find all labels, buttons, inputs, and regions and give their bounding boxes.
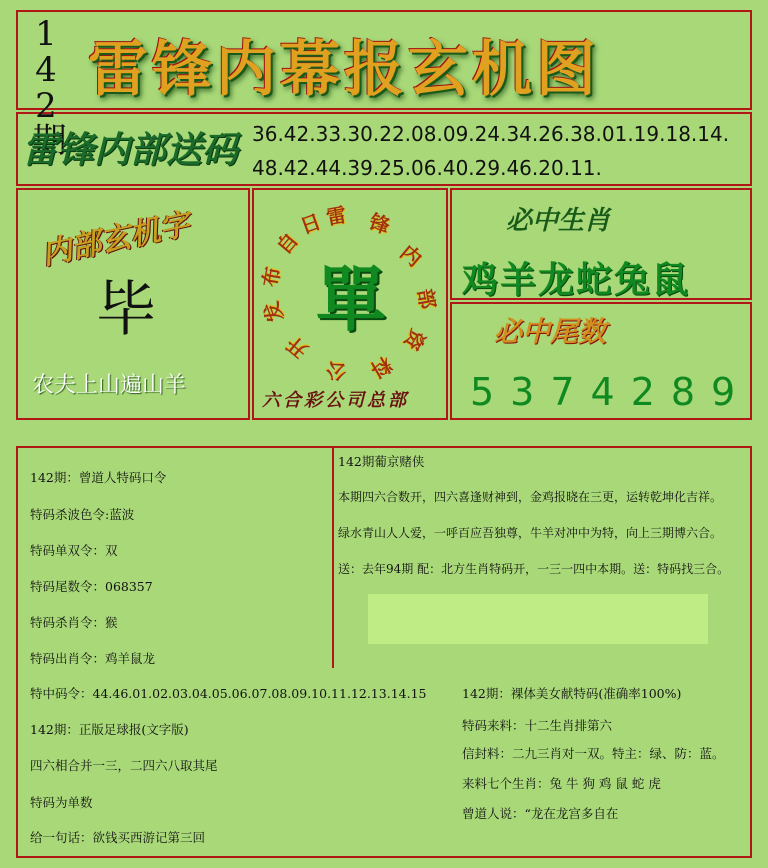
right-line: 信封料：二九三肖对一双。特主：绿、防：蓝。	[462, 746, 725, 761]
ring-char: 料	[366, 351, 396, 383]
ring-char: 布	[257, 264, 286, 289]
right-line: 送：去年94期 配：北方生肖特码开，一三一四中本期。送：特码找三合。	[338, 562, 730, 576]
idiom-text: 农夫上山遍山羊	[32, 373, 187, 398]
left-line: 特中码令：44.46.01.02.03.04.05.06.07.08.09.10.11.12.13.14.15	[30, 686, 427, 701]
left-line: 特码杀波色令:蓝波	[30, 507, 135, 522]
code-label: 雷锋内部送码	[22, 129, 239, 171]
ring-char: 开	[281, 331, 313, 363]
code-line-1: 36.42.33.30.22.08.09.24.34.26.38.01.19.18.14.	[252, 122, 730, 146]
right-line: 本期四六合数开，四六喜逢财神到，金鸡报晓在三更，运转乾坤化吉祥。	[338, 490, 723, 504]
tail-label: 必中尾数	[494, 315, 607, 348]
ring-char: 自	[271, 228, 303, 259]
tail-digits: 5374289	[470, 370, 752, 414]
left-line: 特码出肖令：鸡羊鼠龙	[30, 651, 156, 666]
left-line: 给一句话：欲钱买西游记第三回	[30, 830, 206, 845]
right-line: 曾道人说：“龙在龙宫多自在	[462, 806, 619, 821]
left-line: 142期：正版足球报(文字版)	[30, 722, 189, 737]
ring-char: 雷	[324, 202, 349, 230]
right-line: 142期：裸体美女献特码(准确率100%)	[462, 686, 682, 701]
page-title: 雷锋内幕报玄机图	[88, 35, 600, 105]
company-label: 六合彩公司总部	[262, 390, 409, 411]
inner-label: 内部玄机字	[38, 206, 193, 273]
center-character: 單	[316, 258, 386, 341]
ring-char: 发	[258, 298, 289, 326]
right-line: 来料七个生肖：兔 牛 狗 鸡 鼠 蛇 虎	[462, 776, 661, 791]
ring-char: 日	[297, 209, 325, 239]
right-line: 绿水青山人人爱，一呼百应吾独尊，牛羊对冲中为特，向上三期博六合。	[338, 526, 723, 540]
left-line: 四六相合并一三，二四六八取其尾	[30, 758, 218, 773]
ring-char: 部	[412, 286, 441, 311]
ring-char: 资	[399, 325, 431, 355]
ring-char: 内	[395, 240, 427, 272]
left-line: 142期：曾道人特码口令	[30, 470, 167, 485]
zodiac-animals: 鸡羊龙蛇兔鼠	[462, 259, 691, 301]
code-line-2: 48.42.44.39.25.06.40.29.46.20.11.	[252, 156, 602, 180]
highlight-block	[368, 594, 708, 644]
inner-character: 毕	[96, 275, 156, 345]
bottom-divider	[332, 446, 334, 668]
left-line: 特码尾数令：068357	[30, 579, 153, 594]
right-line: 特码来料：十二生肖排第六	[462, 718, 613, 733]
issue-number: 142期	[26, 14, 66, 152]
left-line: 特码单双令：双	[30, 543, 118, 558]
zodiac-label: 必中生肖	[506, 206, 611, 236]
right-line: 142期葡京赌侠	[338, 454, 425, 469]
ring-char: 公	[324, 357, 349, 385]
left-line: 特码杀肖令：猴	[30, 615, 118, 630]
ring-char: 锋	[365, 209, 393, 239]
left-line: 特码为单数	[30, 795, 93, 810]
